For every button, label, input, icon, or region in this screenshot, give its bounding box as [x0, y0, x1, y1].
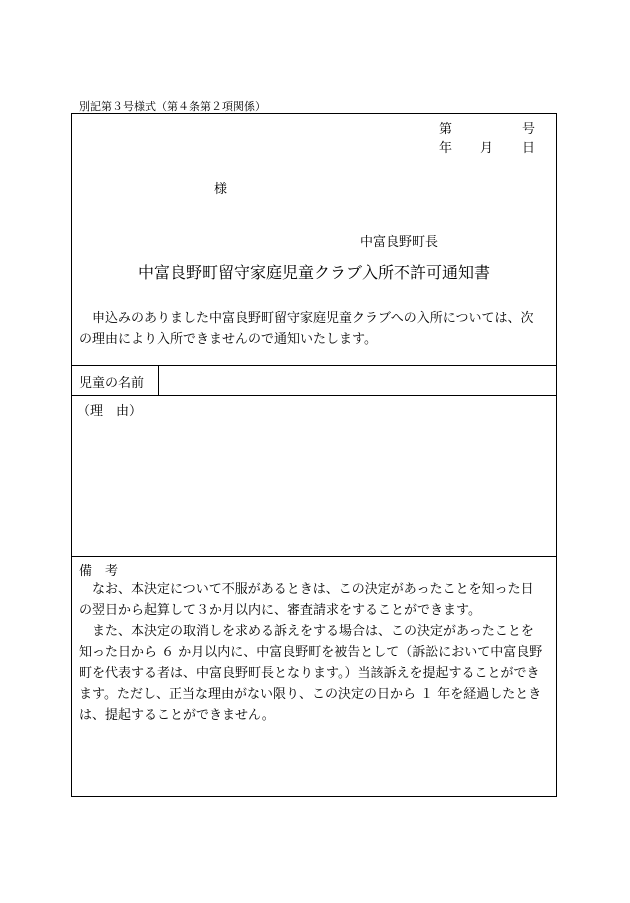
remarks-paragraph: [79, 579, 551, 726]
divider: [72, 556, 556, 557]
intro-line: の理由により入所できませんので通知いたします。: [79, 332, 377, 347]
number-prefix: 第: [439, 122, 453, 137]
reason-label: （理 由）: [77, 404, 143, 419]
divider: [72, 395, 556, 396]
intro-paragraph: [79, 308, 551, 350]
notice-frame: [71, 113, 557, 797]
issuer-name: 中富良野町長: [360, 235, 439, 250]
remarks-line: ます。ただし、正当な理由がない限り、この決定の日から １ 年を経過したとき: [79, 687, 542, 702]
intro-line: 申込みのありました中富良野町留守家庭児童クラブへの入所については、次: [79, 311, 534, 326]
remarks-label: 備 考: [79, 564, 119, 579]
date-year: 年: [439, 141, 453, 156]
child-name-field[interactable]: [166, 372, 550, 392]
remarks-line: また、本決定の取消しを求める訴えをする場合は、この決定があったことを: [79, 624, 534, 639]
remarks-line: なお、本決定について不服があるときは、この決定があったことを知った日: [79, 582, 534, 597]
divider: [72, 365, 556, 366]
date-day: 日: [522, 141, 536, 156]
number-suffix: 号: [522, 122, 536, 137]
child-name-label: 児童の名前: [79, 376, 145, 391]
addressee-suffix: 様: [214, 182, 228, 197]
remarks-line: 知った日から ６ か月以内に、中富良野町を被告として（訴訟において中富良野: [79, 645, 543, 660]
date-month: 月: [480, 141, 494, 156]
form-number-label: 別記第３号様式（第４条第２項関係）: [79, 100, 266, 113]
remarks-line: の翌日から起算して３か月以内に、審査請求をすることができます。: [79, 603, 481, 618]
remarks-line: 町を代表する者は、中富良野町長となります。）当該訴えを提起することができ: [79, 666, 540, 681]
document-title: 中富良野町留守家庭児童クラブ入所不許可通知書: [137, 263, 490, 282]
remarks-line: は、提起することができません。: [79, 708, 275, 723]
column-divider: [158, 365, 159, 395]
reason-field[interactable]: [79, 420, 549, 550]
